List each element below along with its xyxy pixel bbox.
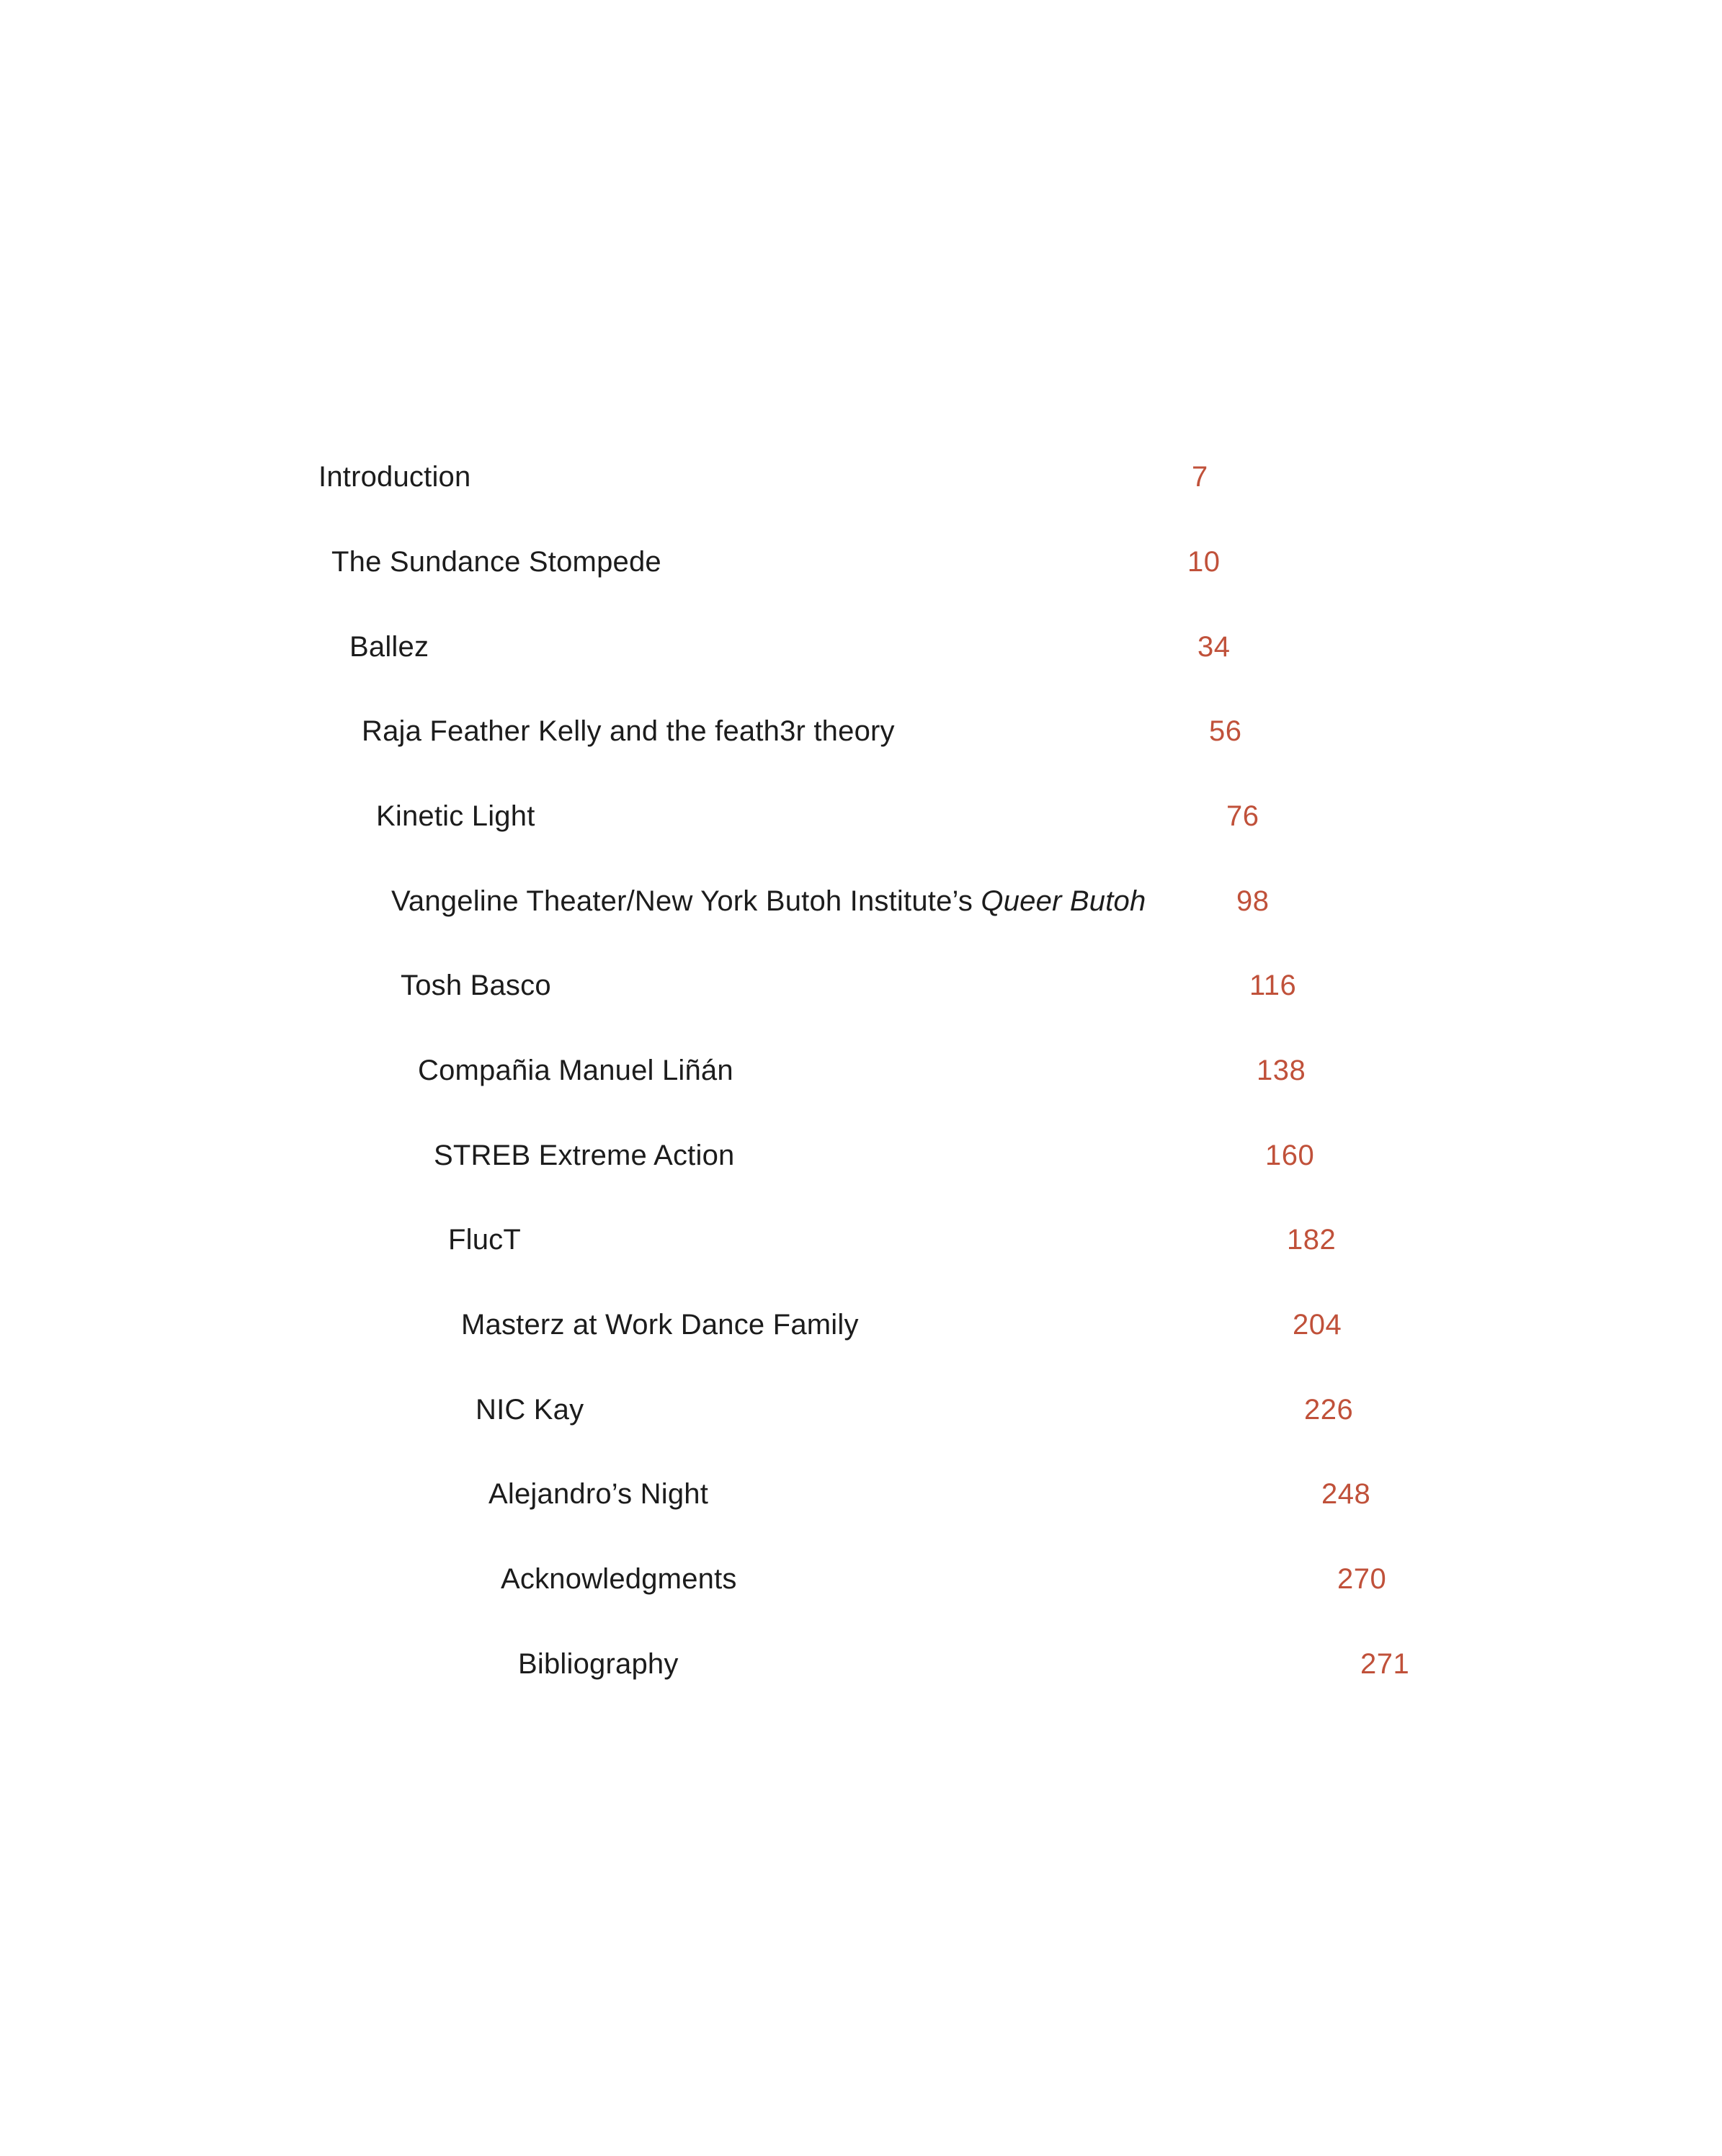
toc-entry-title: Kinetic Light	[376, 800, 535, 832]
toc-entry-page-number: 10	[1187, 546, 1221, 578]
toc-entry-page-number: 34	[1197, 631, 1231, 663]
toc-entry-title: The Sundance Stompede	[331, 546, 661, 578]
toc-entry-page-number: 160	[1265, 1140, 1315, 1171]
toc-entry-page-number: 248	[1321, 1478, 1371, 1510]
toc-entry-title: Compañia Manuel Liñán	[418, 1055, 733, 1086]
toc-entry-title-roman: Vangeline Theater/New York Butoh Institute’s	[391, 885, 981, 917]
toc-entry-page-number: 76	[1226, 800, 1259, 832]
toc-entry-page-number: 7	[1192, 461, 1208, 493]
toc-entry-page-number: 182	[1287, 1224, 1337, 1256]
toc-entry-title: Ballez	[349, 631, 429, 663]
toc-entry-title: NIC Kay	[476, 1394, 584, 1426]
toc-entry-title: STREB Extreme Action	[434, 1140, 735, 1171]
toc-entry-title	[391, 880, 1146, 923]
toc-entry-page-number: 98	[1236, 885, 1270, 917]
toc-entry-page-number: 138	[1257, 1055, 1306, 1086]
toc-entry-title: Bibliography	[518, 1648, 679, 1680]
toc-entry-page-number: 56	[1209, 715, 1242, 747]
toc-entry-title: Introduction	[318, 461, 471, 493]
toc-entry-page-number: 270	[1337, 1563, 1387, 1595]
toc-entry-title-italic: Queer Butoh	[981, 885, 1146, 917]
toc-entry-page-number: 116	[1249, 970, 1297, 1001]
toc-entry-page-number: 204	[1293, 1309, 1342, 1341]
toc-entry-title: Masterz at Work Dance Family	[461, 1309, 859, 1341]
toc-entry-page-number: 226	[1304, 1394, 1354, 1426]
toc-entry-title: Acknowledgments	[501, 1563, 737, 1595]
toc-entry-title: Raja Feather Kelly and the feath3r theory	[362, 715, 895, 747]
toc-entry-title: FlucT	[448, 1224, 521, 1256]
toc-entry-title: Tosh Basco	[401, 970, 551, 1001]
toc-entry-page-number: 271	[1360, 1648, 1410, 1680]
toc-entry-title: Alejandro’s Night	[489, 1478, 709, 1510]
